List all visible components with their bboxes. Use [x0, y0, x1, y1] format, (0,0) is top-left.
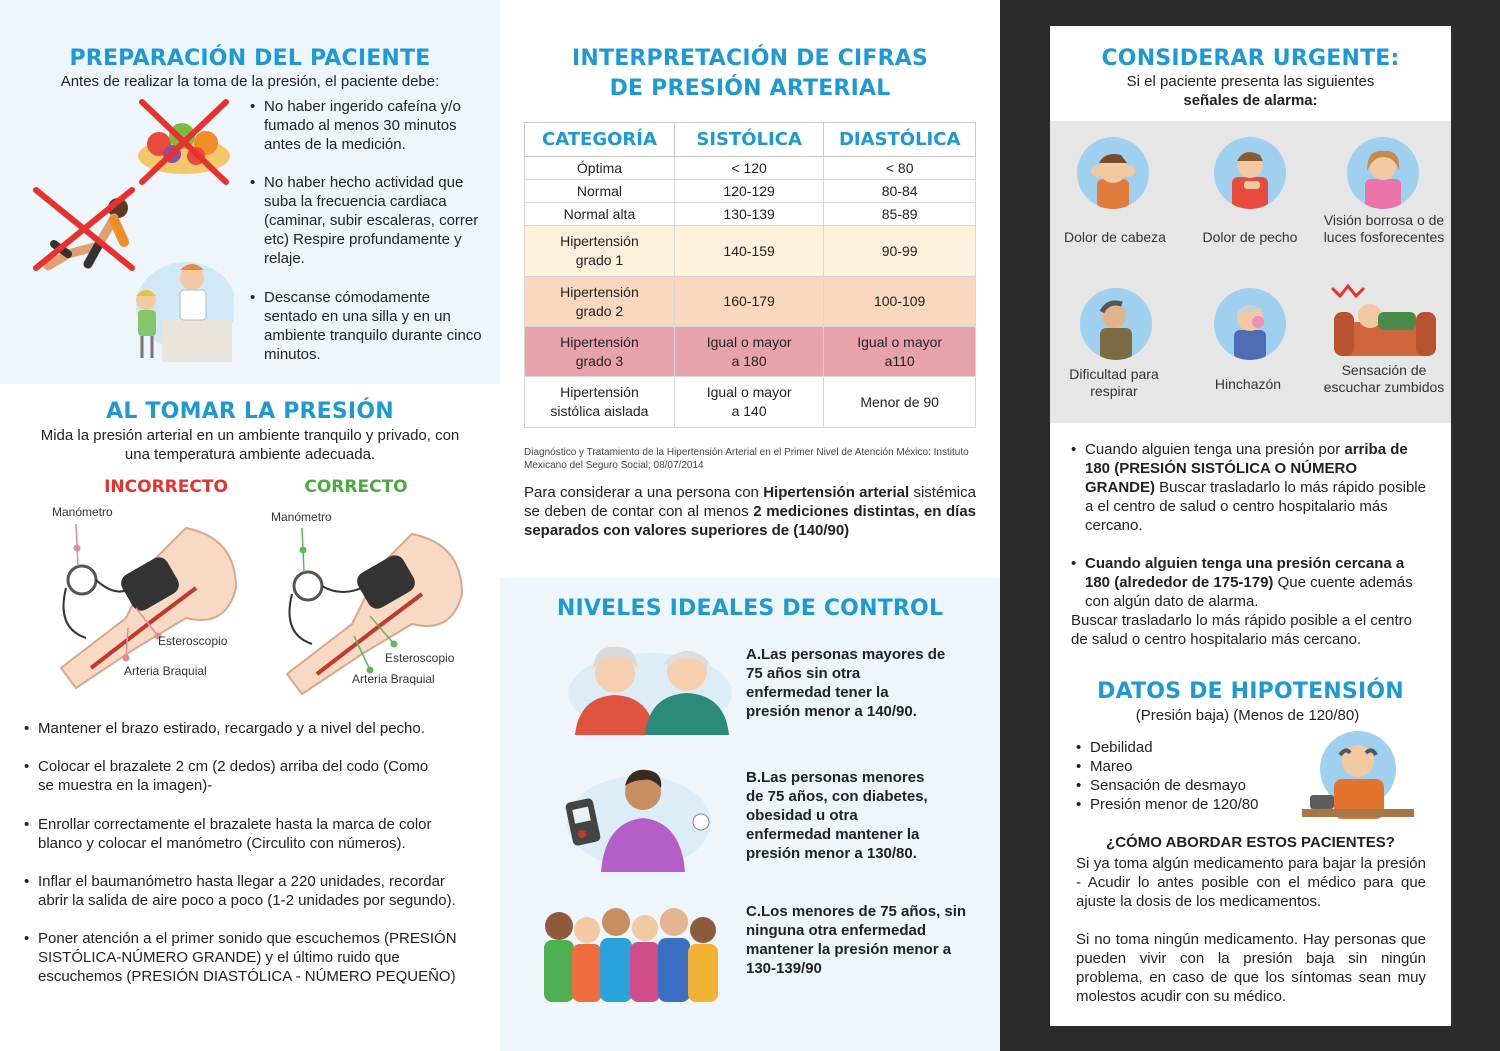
incorrect-arm-diagram [36, 518, 246, 708]
row-diastolic: 100-109 [824, 277, 976, 327]
prep-intro: Antes de realizar la toma de la presión, el paciente debe: [60, 73, 440, 90]
taking-step-1-text: • Mantener el brazo estirado, recargado y a nivel del pecho. [24, 719, 479, 738]
hypo-question: ¿CÓMO ABORDAR ESTOS PACIENTES? [1106, 834, 1395, 851]
prep-item-2-text: • No haber hecho actividad que suba la frecuencia cardiaca (caminar, subir escaleras, correr etc) Respire profundamente y relaje. [250, 173, 485, 268]
sign-breathing-label: Dificultad para respirar [1069, 366, 1159, 399]
sign-tinnitus-label: Sensación de escuchar zumbidos [1323, 362, 1445, 395]
row-category: Normal alta [525, 203, 675, 226]
header-systolic: SISTÓLICA [674, 123, 823, 157]
swelling-icon [1214, 288, 1286, 360]
control-title: NIVELES IDEALES DE CONTROL [556, 596, 944, 621]
table-source: Diagnóstico y Tratamiento de la Hipertensión Arterial en el Primer Nivel de Atención México: Instituto Mexicano del Seguro Social; 08/07/2014 [524, 447, 969, 471]
group-people-icon [540, 902, 722, 1002]
correct-manometer-label: Manómetro [271, 510, 332, 524]
sign-chest-pain-label: Dolor de pecho [1202, 229, 1298, 245]
chest-pain-icon [1214, 137, 1286, 209]
row-systolic: 120-129 [674, 180, 823, 203]
correct-artery-label: Arteria Braquial [352, 672, 435, 686]
control-item-c: C.Los menores de 75 años, sin ninguna otra enfermedad mantener la presión menor a 130-139/90 [746, 903, 967, 977]
correct-stethoscope-label: Esteroscopio [385, 651, 455, 665]
row-category: Hipertensión sistólica aislada [525, 377, 675, 428]
note-part-b: Hipertensión arterial [763, 484, 910, 501]
row-diastolic: < 80 [824, 157, 976, 180]
elderly-couple-icon [565, 635, 735, 735]
note-part-a: Para considerar a una persona con [524, 484, 764, 501]
tinnitus-icon [1330, 282, 1440, 362]
urgent-p2-b: Que cuente además con algún dato de alarma. [1085, 574, 1413, 610]
table-row [525, 377, 976, 428]
urgent-paragraph-1 [1071, 440, 1431, 535]
correct-label: CORRECTO [304, 477, 408, 497]
table-row [525, 327, 976, 377]
incorrect-stethoscope-label: Esteroscopio [158, 634, 228, 648]
header-diastolic: DIASTÓLICA [824, 123, 976, 157]
taking-step-1 [24, 719, 479, 738]
note-part-d: 2 mediciones distintas, en días separados con valores superiores de (140/90) [524, 503, 976, 539]
table-row [525, 157, 976, 180]
elderly-bp-measure-icon [1296, 727, 1420, 823]
row-category: Normal [525, 180, 675, 203]
row-systolic: Igual o mayor a 140 [674, 377, 823, 428]
no-caffeine-food-icon [134, 96, 234, 188]
hypertension-note [524, 483, 976, 540]
urgent-paragraph-1-text [1071, 440, 1431, 535]
row-category: Óptima [525, 157, 675, 180]
sign-vision-label: Visión borrosa o de luces fosforecentes [1323, 212, 1445, 245]
taking-intro: Mida la presión arterial en un ambiente tranquilo y privado, con una temperatura ambiente adecuada. [40, 427, 460, 463]
row-diastolic: Igual o mayor a110 [824, 327, 976, 377]
table-row [525, 203, 976, 226]
urgent-p1-a: Cuando alguien tenga una presión por [1085, 441, 1345, 458]
sign-swelling-label: Hinchazón [1214, 376, 1282, 392]
prep-item-1-text: • No haber ingerido cafeína y/o fumado al menos 30 minutos antes de la medición. [250, 97, 485, 154]
row-systolic: 160-179 [674, 277, 823, 327]
hypo-paragraph-1: Si ya toma algún medicamento para bajar la presión - Acudir lo antes posible con el médico para que ajuste la dosis de los medicamentos. [1076, 855, 1426, 910]
incorrect-artery-label: Arteria Braquial [124, 664, 207, 678]
hypo-item: • Mareo [1076, 757, 1296, 776]
urgent-title: CONSIDERAR URGENTE: [1101, 46, 1400, 71]
prep-item-2 [250, 173, 485, 268]
headache-icon [1077, 137, 1149, 209]
urgent-paragraph-2 [1071, 554, 1431, 649]
header-category: CATEGORÍA [525, 123, 675, 157]
row-diastolic: Menor de 90 [824, 377, 976, 428]
hypo-title: DATOS DE HIPOTENSIÓN [1097, 679, 1404, 704]
doctor-patient-icon [124, 258, 234, 364]
taking-step-4 [24, 872, 479, 910]
taking-step-2-text: • Colocar el brazalete 2 cm (2 dedos) arriba del codo (Como se muestra en la imagen)- [24, 757, 444, 795]
hypo-paragraph-2: Si no toma ningún medicamento. Hay personas que pueden vivir con la presión baja sin ningún problema, en caso de que los síntomas sean muy molestos acudir con su médico. [1076, 931, 1426, 1005]
taking-title: AL TOMAR LA PRESIÓN [106, 399, 394, 424]
control-item-a: A.Las personas mayores de 75 años sin otra enfermedad tener la presión menor a 140/90. [746, 646, 946, 720]
row-systolic: 140-159 [674, 226, 823, 277]
prep-item-3 [250, 288, 485, 364]
incorrect-label: INCORRECTO [104, 477, 228, 497]
hypo-item: • Presión menor de 120/80 [1076, 795, 1296, 814]
urgent-p1-b: arriba de 180 (PRESIÓN SISTÓLICA O NÚMERO GRANDE) [1085, 441, 1408, 496]
table-row [525, 226, 976, 277]
control-item-b: B.Las personas menores de 75 años, con diabetes, obesidad u otra enfermedad mantener la presión menor a 130/80. [746, 769, 928, 862]
hypo-list [1076, 738, 1296, 814]
prep-title: PREPARACIÓN DEL PACIENTE [69, 46, 431, 71]
table-row [525, 180, 976, 203]
row-category: Hipertensión grado 2 [525, 277, 675, 327]
bp-category-table [524, 122, 976, 428]
urgent-p2-c: Buscar trasladarlo lo más rápido posible a el centro de salud o centro hospitalario más cercano. [1071, 612, 1413, 648]
interp-title-line2: DE PRESIÓN ARTERIAL [609, 76, 891, 101]
row-diastolic: 80-84 [824, 180, 976, 203]
row-systolic: Igual o mayor a 180 [674, 327, 823, 377]
interp-title-line1: INTERPRETACIÓN DE CIFRAS [571, 46, 929, 71]
urgent-p1-c: Buscar trasladarlo lo más rápido posible a el centro de salud o centro hospitalario más cercano. [1085, 479, 1426, 534]
breathing-difficulty-icon [1080, 288, 1152, 360]
taking-step-3 [24, 815, 479, 853]
taking-step-4-text: • Inflar el baumanómetro hasta llegar a 220 unidades, recordar abrir la salida de aire poco a poco (1-2 unidades por segundo). [24, 872, 479, 910]
hypo-item: • Debilidad [1076, 738, 1296, 757]
urgent-sub1: Si el paciente presenta las siguientes [1126, 73, 1375, 90]
diabetes-man-icon [555, 760, 715, 872]
table-header-row [525, 123, 976, 157]
urgent-sub2: señales de alarma: [1183, 92, 1318, 109]
row-systolic: < 120 [674, 157, 823, 180]
urgent-p2-a: Cuando alguien tenga una presión cercana a 180 (alrededor de 175-179) [1085, 555, 1405, 591]
prep-item-1 [250, 97, 485, 154]
hypo-item: • Sensación de desmayo [1076, 776, 1296, 795]
sign-headache-label: Dolor de cabeza [1064, 229, 1166, 245]
urgent-paragraph-2-text [1071, 554, 1431, 611]
row-diastolic: 90-99 [824, 226, 976, 277]
taking-step-3-text: • Enrollar correctamente el brazalete hasta la marca de color blanco y colocar el manómetro (Circulito con números). [24, 815, 479, 853]
row-systolic: 130-139 [674, 203, 823, 226]
note-part-c: sistémica se deben de contar con al menos [524, 484, 976, 520]
taking-step-2 [24, 757, 444, 795]
taking-step-5 [24, 929, 464, 986]
row-category: Hipertensión grado 3 [525, 327, 675, 377]
taking-step-5-text: • Poner atención a el primer sonido que escuchemos (PRESIÓN SISTÓLICA-NÚMERO GRANDE) y el último ruido que escuchemos (PRESIÓN DIASTÓLICA - NÚMERO PEQUEÑO) [24, 929, 464, 986]
prep-item-3-text: • Descanse cómodamente sentado en una silla y en un ambiente tranquilo durante cinco minutos. [250, 288, 485, 364]
incorrect-manometer-label: Manómetro [52, 505, 113, 519]
hypo-sub: (Presión baja) (Menos de 120/80) [1135, 707, 1360, 724]
table-row [525, 277, 976, 327]
blurred-vision-icon [1347, 137, 1419, 209]
row-diastolic: 85-89 [824, 203, 976, 226]
row-category: Hipertensión grado 1 [525, 226, 675, 277]
